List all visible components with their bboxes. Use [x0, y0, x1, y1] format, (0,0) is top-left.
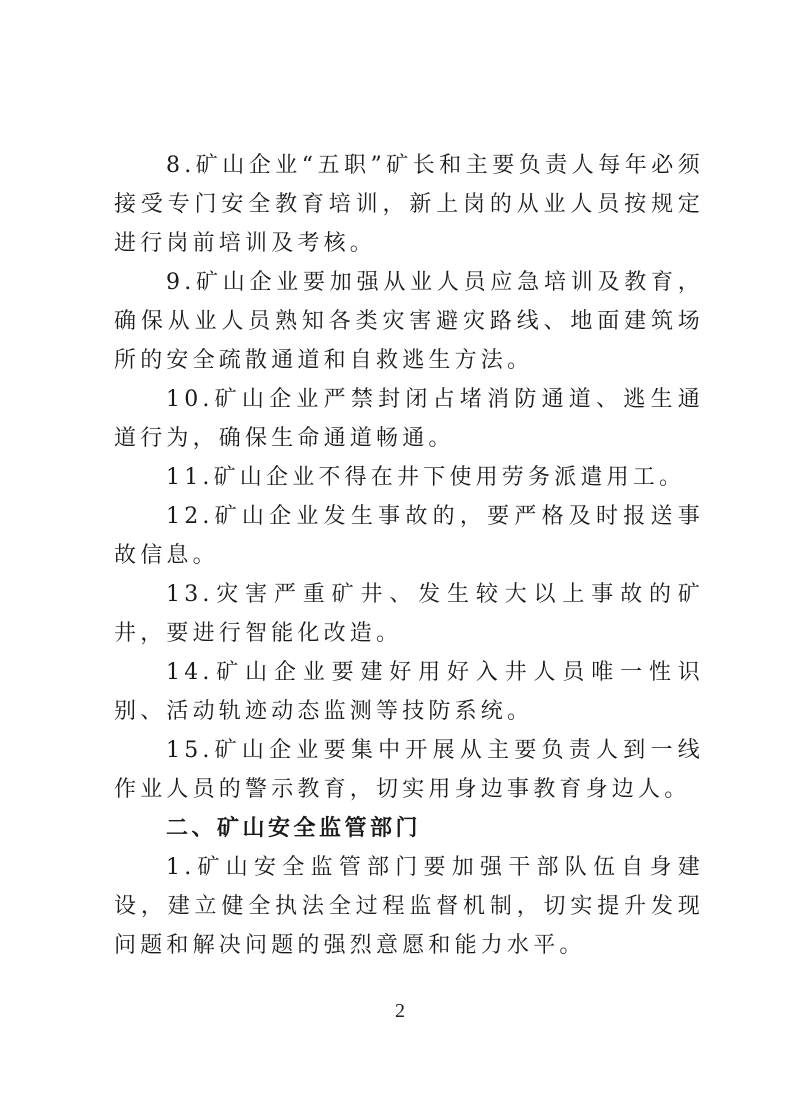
paragraph-item-10: 10.矿山企业严禁封闭占堵消防通道、逃生通道行为，确保生命通道畅通。: [114, 387, 704, 451]
paragraph-item-9: 9.矿山企业要加强从业人员应急培训及教育，确保从业人员熟知各类灾害避灾路线、地面建筑场所的安全疏散通道和自救逃生方法。: [114, 270, 704, 373]
paragraph-item-12: 12.矿山企业发生事故的，要严格及时报送事故信息。: [114, 504, 704, 568]
paragraph-item-11: 11.矿山企业不得在井下使用劳务派遣用工。: [166, 465, 686, 490]
paragraph-item-8: 8.矿山企业“五职”矿长和主要负责人每年必须接受专门安全教育培训，新上岗的从业人员按规定进行岗前培训及考核。: [114, 153, 704, 256]
section-heading: 二、矿山安全监管部门: [166, 816, 422, 841]
page-number: 2: [395, 1000, 405, 1022]
document-body: [114, 146, 704, 965]
paragraph-item-13: 13.灾害严重矿井、发生较大以上事故的矿井，要进行智能化改造。: [114, 582, 704, 646]
paragraph-item-14: 14.矿山企业要建好用好入井人员唯一性识别、活动轨迹动态监测等技防系统。: [114, 660, 704, 724]
paragraph-item-15: 15.矿山企业要集中开展从主要负责人到一线作业人员的警示教育，切实用身边事教育身边人。: [114, 738, 704, 802]
section-paragraph-item-1: 1.矿山安全监管部门要加强干部队伍自身建设，建立健全执法全过程监督机制，切实提升发现问题和解决问题的强烈意愿和能力水平。: [114, 855, 704, 958]
